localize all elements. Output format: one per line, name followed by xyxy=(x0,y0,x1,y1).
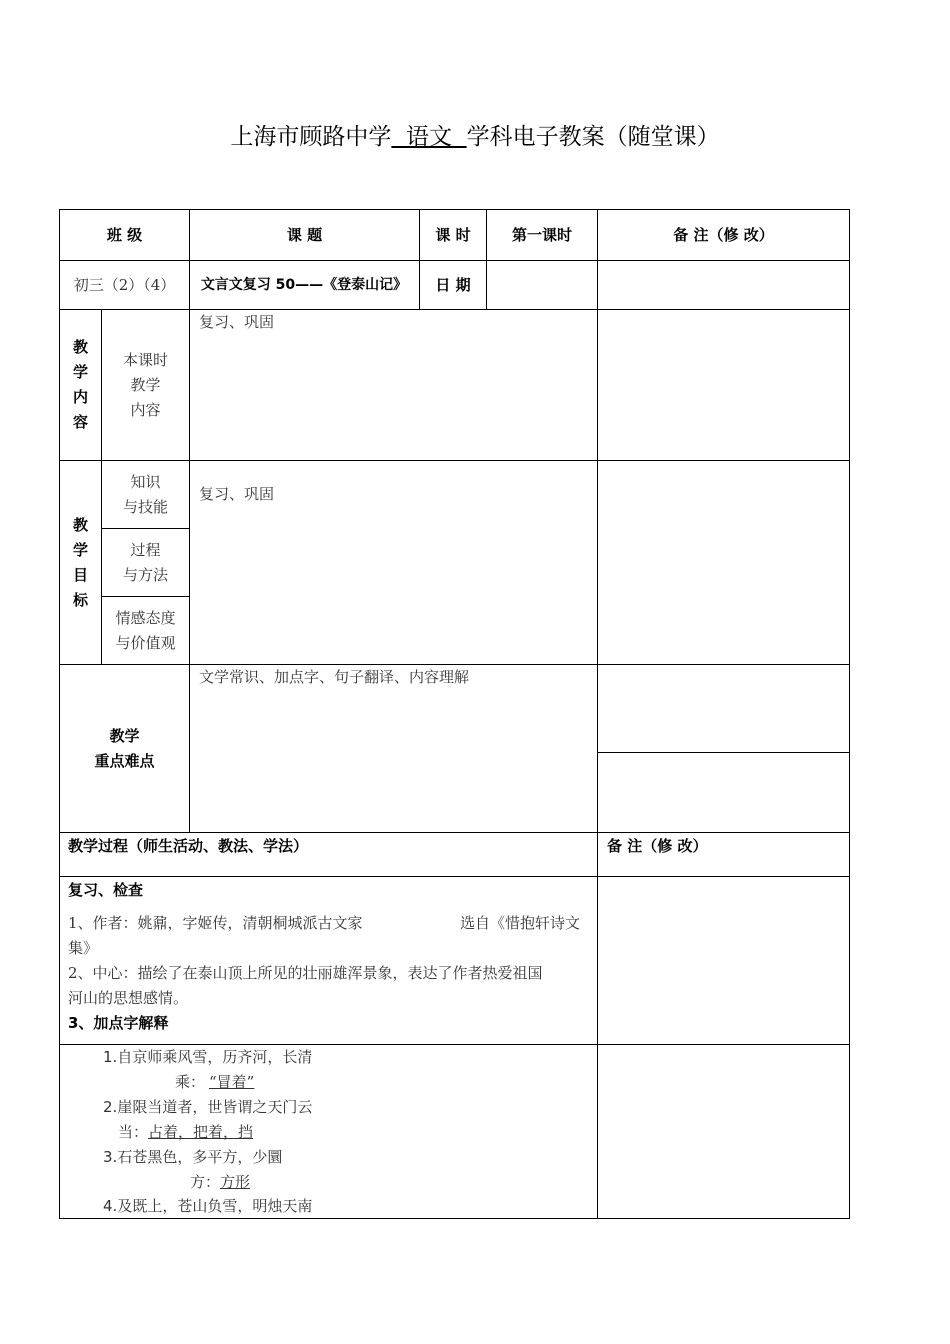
topic-value: 文言文复习 50——《登泰山记》 xyxy=(200,277,408,293)
key-label: 教学 重点难点 xyxy=(94,726,155,770)
header-notes: 备 注（修 改） xyxy=(673,225,774,244)
period-value: 第一课时 xyxy=(511,225,572,244)
review-heading: 复习、检查 xyxy=(68,881,144,899)
list-item-gloss: 乘： “冒着” xyxy=(175,1073,255,1091)
list-item-gloss: 当：占着，把着，挡 xyxy=(118,1123,254,1141)
process-notes: 备 注（修 改） xyxy=(607,837,708,855)
theme-line-1: 2、中心：描绘了在泰山顶上所见的壮丽雄浑景象，表达了作者热爱祖国 xyxy=(68,964,543,982)
theme-line-2: 河山的思想感情。 xyxy=(68,989,189,1007)
goal-process: 过程 与方法 xyxy=(122,540,168,584)
content-group-label: 教 学 内 容 xyxy=(72,338,88,431)
key-value: 文学常识、加点字、句子翻译、内容理解 xyxy=(199,668,470,686)
list-item: 3.石苍黑色，多平方，少圜 xyxy=(103,1148,283,1166)
header-class: 班 级 xyxy=(106,225,143,244)
source-line: 选自《惜抱轩诗文 xyxy=(460,914,581,932)
header-period: 课 时 xyxy=(435,225,471,244)
title-prefix: 上海市顾路中学 xyxy=(230,124,392,150)
list-item: 1.自京师乘风雪，历齐河，长清 xyxy=(103,1048,313,1066)
list-item-gloss: 方：方形 xyxy=(190,1173,251,1191)
goal-knowledge: 知识 与技能 xyxy=(122,472,168,516)
class-value: 初三（2）（4） xyxy=(73,275,176,294)
words-heading: 3、加点字解释 xyxy=(68,1014,169,1032)
page-title xyxy=(0,118,950,151)
header-topic: 课 题 xyxy=(286,225,323,244)
goal-emotion: 情感态度 与价值观 xyxy=(115,608,176,652)
title-subject: 语文 xyxy=(391,124,467,150)
content-label: 本课时 教学 内容 xyxy=(122,350,168,419)
source-cont: 集》 xyxy=(68,939,99,957)
process-header: 教学过程（师生活动、教法、学法） xyxy=(68,837,309,855)
date-label: 日 期 xyxy=(435,275,471,294)
list-item: 4.及既上，苍山负雪，明烛天南 xyxy=(103,1197,313,1215)
goal-value: 复习、巩固 xyxy=(199,485,275,503)
title-suffix: 学科电子教案（随堂课） xyxy=(466,124,720,150)
author-line: 1、作者：姚鼐，字姬传，清朝桐城派古文家 xyxy=(68,914,363,932)
content-value: 复习、巩固 xyxy=(199,313,275,331)
goal-group-label: 教 学 目 标 xyxy=(72,515,88,609)
list-item: 2.崖限当道者，世皆谓之天门云 xyxy=(103,1098,313,1116)
